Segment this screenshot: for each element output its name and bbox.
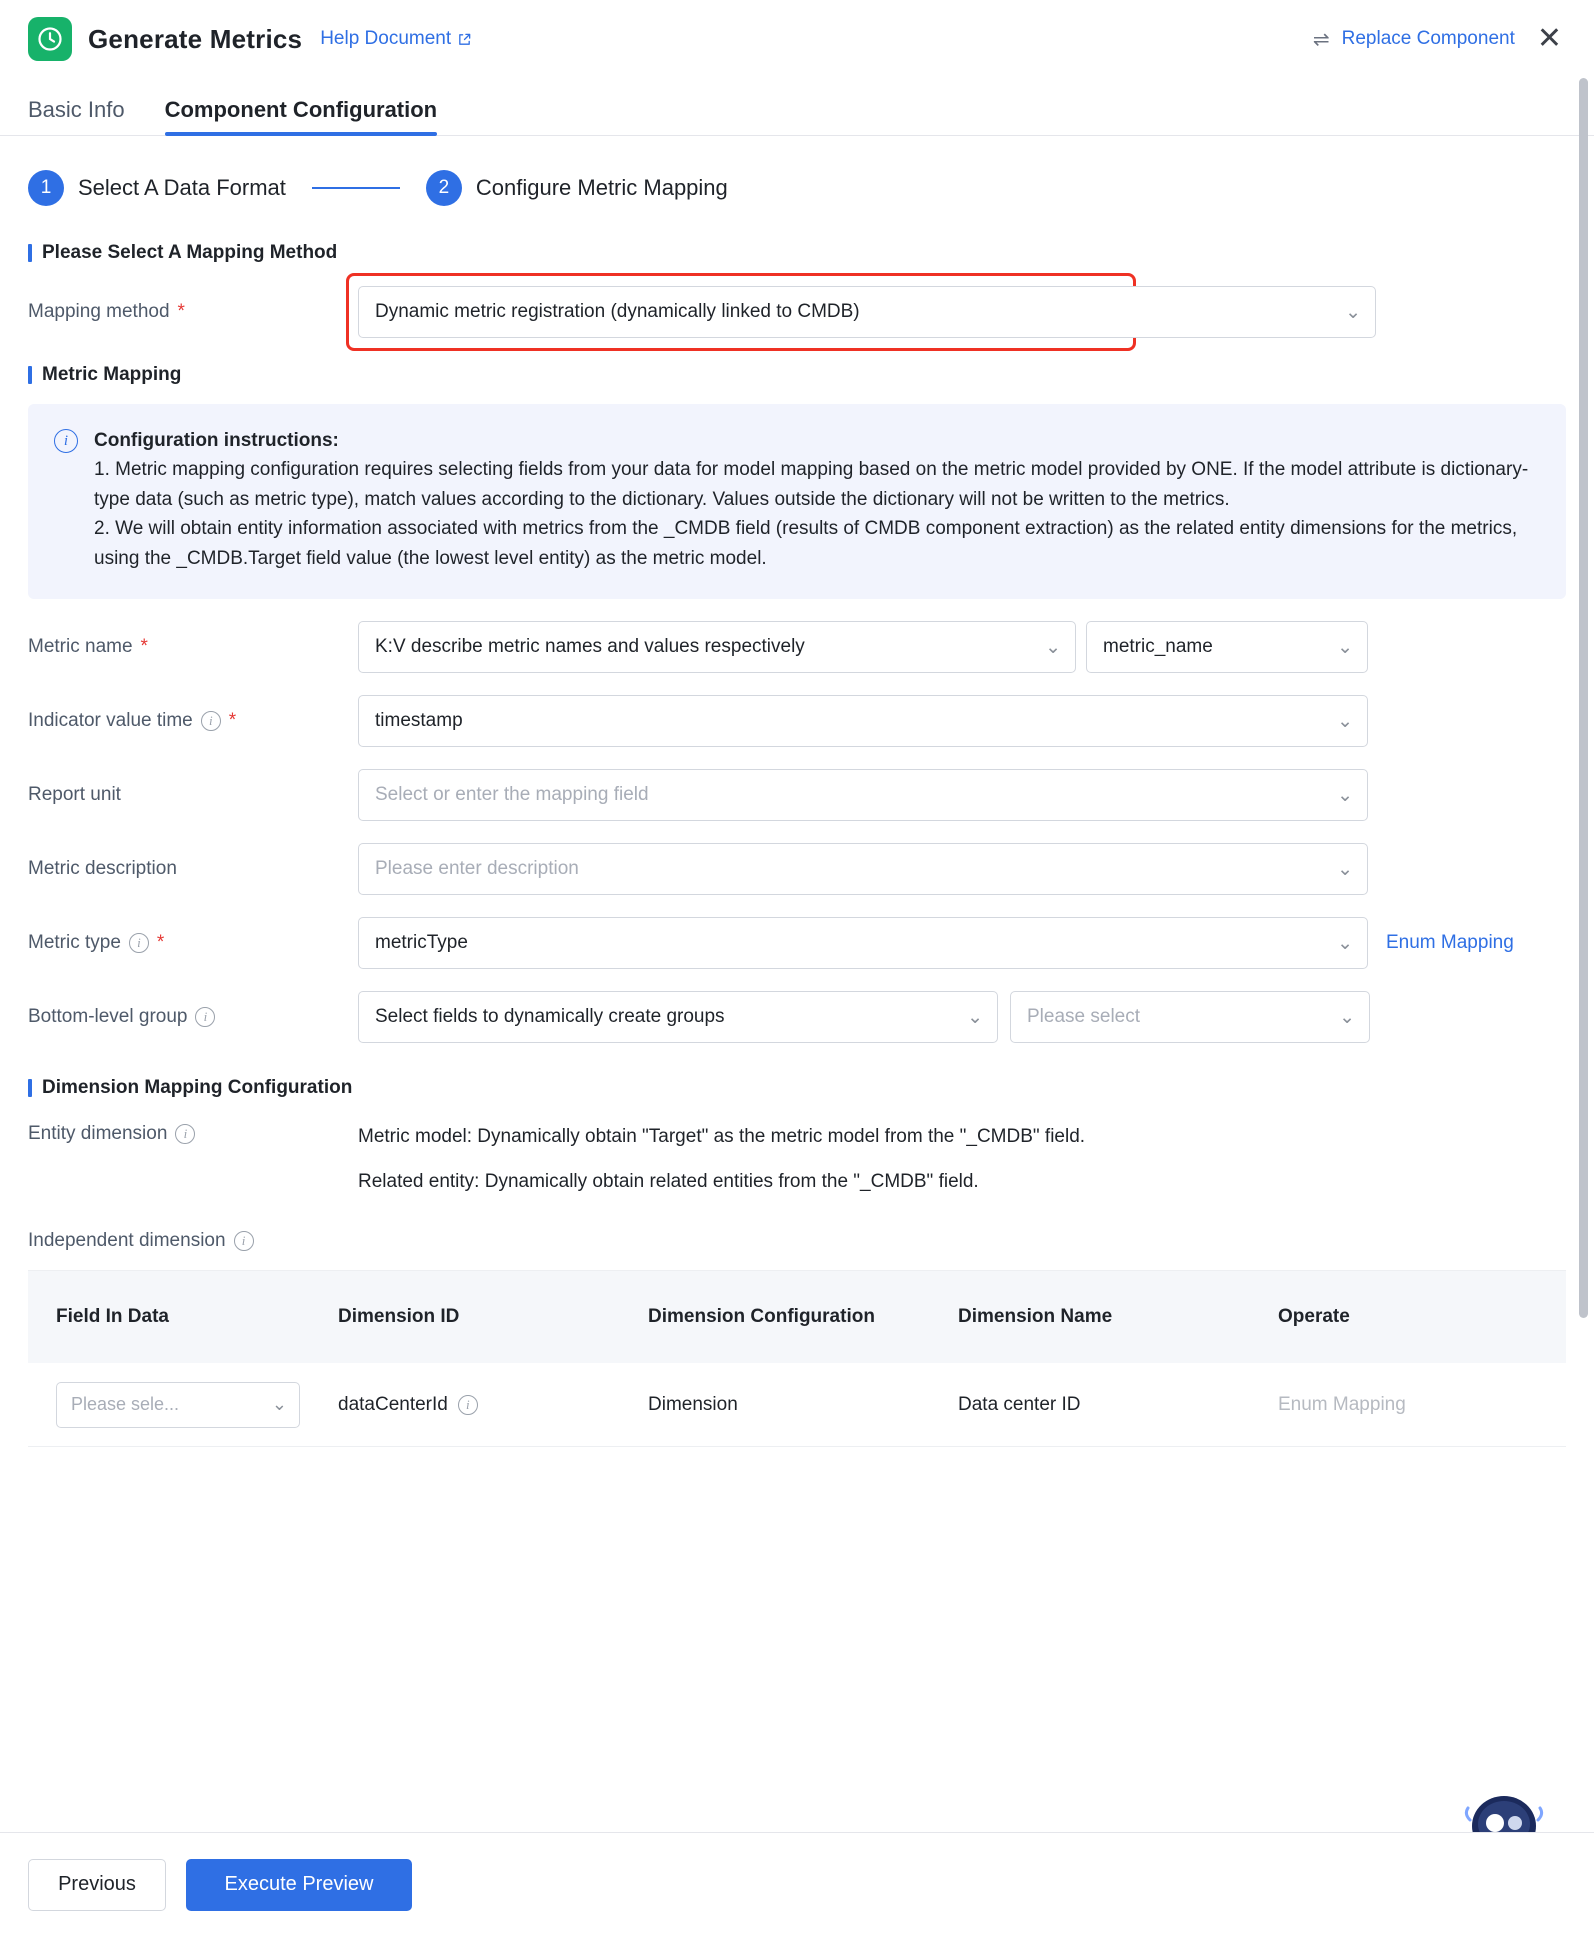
row-entity-dimension — [28, 1123, 1566, 1196]
instructions-line-2: 2. We will obtain entity information associated with metrics from the _CMDB field (results of CMDB component extraction) as the related entity dimensions for the metrics, using the _CMDB.Target field value (the lowest level entity) as the metric model. — [94, 518, 1518, 569]
metric-type-label — [28, 932, 358, 954]
metric-name-label-text: Metric name — [28, 636, 133, 658]
metric-description-label — [28, 858, 358, 880]
metric-model-text: Metric model: Dynamically obtain "Target" as the metric model from the "_CMDB" field. — [358, 1126, 1086, 1148]
bottom-level-group-field-placeholder: Please select — [1027, 1006, 1141, 1028]
metric-name-label — [28, 636, 358, 658]
independent-dimension-label-text: Independent dimension — [28, 1230, 226, 1252]
page-title: Generate Metrics — [88, 23, 303, 54]
window-header — [0, 0, 1594, 78]
info-circle-icon: i — [54, 429, 78, 453]
swap-arrows-icon: ⇌ — [1312, 28, 1330, 51]
tab-component-configuration[interactable]: Component Configuration — [165, 97, 438, 135]
cell-dimension-id — [338, 1394, 648, 1416]
step-configure-metric-mapping[interactable] — [426, 170, 728, 206]
section-mapping-method-label: Please Select A Mapping Method — [42, 242, 338, 263]
chevron-down-icon: ⌄ — [967, 1006, 983, 1028]
metric-type-label-text: Metric type — [28, 932, 121, 954]
instructions-body — [94, 426, 1540, 573]
dimension-id-value: dataCenterId — [338, 1393, 448, 1415]
field-in-data-placeholder: Please sele... — [71, 1394, 180, 1415]
metric-type-select[interactable] — [358, 917, 1368, 969]
info-icon[interactable]: i — [129, 933, 149, 953]
bottom-level-group-mode-value: Select fields to dynamically create groups — [375, 1006, 725, 1028]
chevron-down-icon: ⌄ — [1345, 301, 1361, 323]
bottom-level-group-label-text: Bottom-level group — [28, 1006, 188, 1028]
previous-button[interactable]: Previous — [28, 1859, 166, 1911]
required-asterisk: * — [140, 636, 148, 658]
entity-dimension-descriptions — [358, 1123, 1566, 1196]
indicator-value-time-select[interactable] — [358, 695, 1368, 747]
mapping-method-label — [28, 301, 358, 323]
column-dimension-name: Dimension Name — [958, 1306, 1113, 1328]
chevron-down-icon: ⌄ — [1337, 858, 1353, 880]
external-link-icon — [457, 32, 472, 47]
table-row — [28, 1363, 1566, 1447]
report-unit-label — [28, 784, 358, 806]
indicator-value-time-label-text: Indicator value time — [28, 710, 193, 732]
indicator-value-time-label — [28, 710, 358, 732]
required-asterisk: * — [228, 710, 237, 732]
footer-actions — [0, 1832, 1594, 1936]
section-mapping-method — [0, 216, 1594, 264]
row-bottom-level-group — [28, 991, 1566, 1043]
row-indicator-value-time — [28, 695, 1566, 747]
help-document-label: Help Document — [320, 28, 452, 49]
column-field-in-data: Field In Data — [56, 1306, 169, 1328]
indicator-value-time-value: timestamp — [375, 710, 463, 732]
required-asterisk: * — [177, 301, 185, 322]
enum-mapping-link[interactable]: Enum Mapping — [1386, 932, 1514, 954]
report-unit-select[interactable] — [358, 769, 1368, 821]
replace-component-label: Replace Component — [1341, 28, 1515, 49]
app-logo-icon — [28, 17, 72, 61]
execute-preview-button[interactable]: Execute Preview — [186, 1859, 412, 1911]
required-asterisk: * — [156, 932, 165, 954]
chevron-down-icon: ⌄ — [1337, 710, 1353, 732]
mapping-method-value: Dynamic metric registration (dynamically linked to CMDB) — [375, 301, 860, 322]
instructions-heading: Configuration instructions: — [94, 430, 339, 451]
metric-description-select[interactable] — [358, 843, 1368, 895]
configuration-instructions-panel — [28, 404, 1566, 599]
mapping-method-select[interactable] — [358, 286, 1376, 338]
help-document-link[interactable] — [320, 28, 472, 50]
tab-basic-info[interactable]: Basic Info — [28, 97, 125, 122]
metric-description-label-text: Metric description — [28, 858, 177, 880]
section-metric-mapping-label: Metric Mapping — [42, 364, 182, 385]
info-icon[interactable]: i — [458, 1395, 478, 1415]
step-1-number: 1 — [28, 170, 64, 206]
chevron-down-icon: ⌄ — [1045, 636, 1061, 658]
cell-field-in-data — [28, 1382, 338, 1428]
info-icon[interactable]: i — [175, 1124, 195, 1144]
section-accent-bar — [28, 244, 32, 262]
independent-dimension-label — [0, 1230, 1594, 1252]
cell-operate-enum-mapping[interactable]: Enum Mapping — [1278, 1393, 1406, 1415]
info-icon[interactable]: i — [234, 1231, 254, 1251]
table-header-row — [28, 1271, 1566, 1363]
chevron-down-icon: ⌄ — [1337, 932, 1353, 954]
mapping-method-field-wrap — [358, 286, 1376, 338]
section-accent-bar — [28, 366, 32, 384]
metric-type-value: metricType — [375, 932, 468, 954]
tab-bar — [0, 78, 1594, 136]
row-metric-name — [28, 621, 1566, 673]
step-indicator — [0, 136, 1594, 216]
bottom-level-group-mode-select[interactable] — [358, 991, 998, 1043]
cell-dimension-name: Data center ID — [958, 1393, 1081, 1415]
vertical-scrollbar[interactable] — [1579, 78, 1588, 1318]
step-2-number: 2 — [426, 170, 462, 206]
cell-dimension-configuration: Dimension — [648, 1393, 738, 1415]
row-report-unit — [28, 769, 1566, 821]
content-fade-mask — [0, 1806, 1578, 1832]
instructions-line-1: 1. Metric mapping configuration requires selecting fields from your data for model mapping based on the metric model provided by ONE. If the model attribute is dictionary-type data (such as metric type), match values according to the dictionary. Values outside the dictionary will not be written to the metrics. — [94, 459, 1529, 510]
section-dimension-mapping — [0, 1043, 1594, 1099]
mapping-method-label-text: Mapping method — [28, 301, 170, 322]
row-metric-type — [28, 917, 1566, 969]
close-icon[interactable]: ✕ — [1536, 22, 1562, 55]
chevron-down-icon: ⌄ — [1337, 784, 1353, 806]
column-dimension-id: Dimension ID — [338, 1306, 460, 1328]
chevron-down-icon: ⌄ — [1339, 1006, 1355, 1028]
column-operate: Operate — [1278, 1306, 1350, 1328]
independent-dimension-table — [28, 1270, 1566, 1447]
replace-component-button[interactable] — [1313, 27, 1515, 52]
column-dimension-configuration: Dimension Configuration — [648, 1305, 875, 1327]
step-2-label: Configure Metric Mapping — [475, 175, 728, 200]
info-icon[interactable]: i — [195, 1007, 215, 1027]
related-entity-text: Related entity: Dynamically obtain related entities from the "_CMDB" field. — [358, 1170, 979, 1192]
section-dimension-mapping-label: Dimension Mapping Configuration — [42, 1077, 353, 1099]
metric-name-format-select[interactable] — [358, 621, 1076, 673]
field-in-data-select[interactable] — [56, 1382, 300, 1428]
entity-dimension-label — [28, 1123, 358, 1145]
report-unit-label-text: Report unit — [28, 784, 121, 806]
header-actions — [1313, 24, 1566, 54]
chevron-down-icon: ⌄ — [271, 1394, 287, 1415]
dimension-mapping-content — [0, 1123, 1594, 1196]
form-content — [0, 286, 1594, 338]
info-icon[interactable]: i — [201, 711, 221, 731]
row-metric-description — [28, 843, 1566, 895]
report-unit-placeholder: Select or enter the mapping field — [375, 784, 649, 806]
metric-name-field-value: metric_name — [1103, 636, 1213, 658]
chevron-down-icon: ⌄ — [1337, 636, 1353, 658]
step-select-data-format[interactable] — [28, 170, 286, 206]
metric-name-format-value: K:V describe metric names and values respectively — [375, 636, 805, 658]
step-1-label: Select A Data Format — [78, 175, 286, 200]
metric-description-placeholder: Please enter description — [375, 858, 579, 880]
entity-dimension-label-text: Entity dimension — [28, 1123, 168, 1145]
section-metric-mapping — [0, 338, 1594, 386]
metric-name-field-select[interactable] — [1086, 621, 1368, 673]
step-connector — [312, 187, 400, 189]
metric-mapping-fields — [0, 621, 1594, 1043]
bottom-level-group-label — [28, 1006, 358, 1028]
bottom-level-group-field-select[interactable] — [1010, 991, 1370, 1043]
row-mapping-method — [28, 286, 1566, 338]
section-accent-bar — [28, 1079, 32, 1097]
